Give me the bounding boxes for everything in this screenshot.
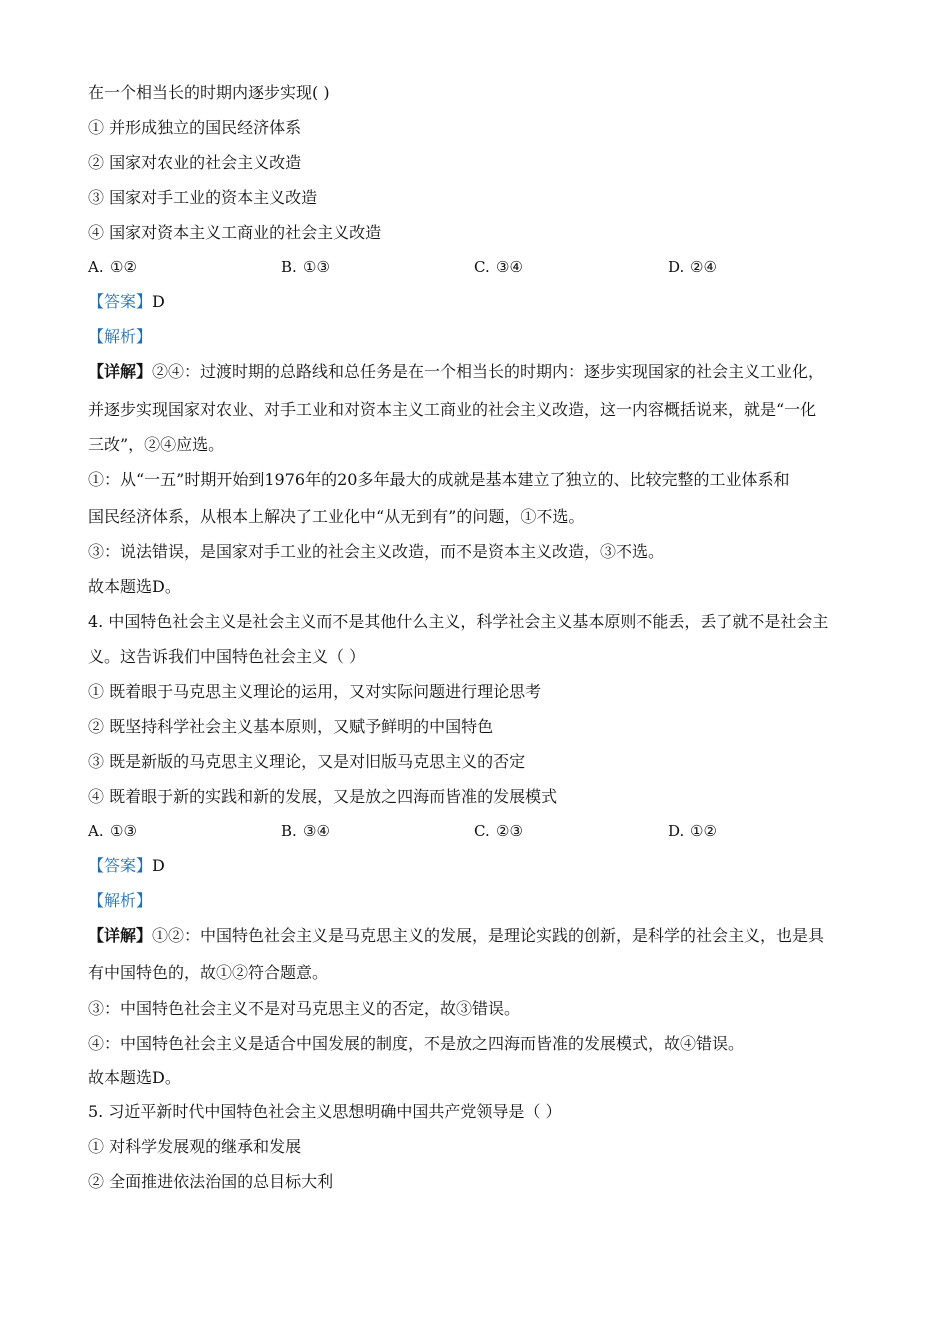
q4-item-3: ③ 既是新版的马克思主义理论，又是对旧版马克思主义的否定 bbox=[88, 752, 526, 771]
q3-item-2: ② 国家对农业的社会主义改造 bbox=[88, 153, 302, 172]
q4-detail-line-4: ④：中国特色社会主义是适合中国发展的制度，不是放之四海而皆准的发展模式，故④错误。 bbox=[88, 1034, 745, 1053]
answer-tag: 【答案】 bbox=[88, 856, 153, 875]
q3-item-1: ① 并形成独立的国民经济体系 bbox=[88, 118, 302, 137]
q4-detail-line-1: 【详解】①②：中国特色社会主义是马克思主义的发展，是理论实践的创新，是科学的社会主义，也是具 bbox=[88, 926, 825, 945]
q3-detail-line-2: 并逐步实现国家对农业、对手工业和对资本主义工商业的社会主义改造，这一内容概括说来，就是“一化 bbox=[88, 400, 817, 419]
q3-detail-line-4: ①：从“一五”时期开始到1976年的20多年最大的成就是基本建立了独立的、比较完整的工业体系和 bbox=[88, 470, 790, 489]
q3-stem-tail: 在一个相当长的时期内逐步实现( ) bbox=[88, 83, 330, 102]
q4-item-4: ④ 既着眼于新的实践和新的发展，又是放之四海而皆准的发展模式 bbox=[88, 787, 558, 806]
q4-option-b: B. ③④ bbox=[281, 822, 330, 840]
q3-detail-line-5: 国民经济体系，从根本上解决了工业化中“从无到有”的问题，①不选。 bbox=[88, 507, 585, 526]
answer-value: D bbox=[152, 856, 165, 875]
q4-answer bbox=[88, 855, 165, 877]
answer-tag: 【答案】 bbox=[88, 292, 153, 311]
detail-tag: 【详解】 bbox=[88, 362, 153, 381]
q3-detail-line-1: 【详解】②④：过渡时期的总路线和总任务是在一个相当长的时期内：逐步实现国家的社会主义工业化， bbox=[88, 362, 825, 381]
q4-option-c: C. ②③ bbox=[474, 822, 523, 840]
q4-item-2: ② 既坚持科学社会主义基本原则，又赋予鲜明的中国特色 bbox=[88, 717, 494, 736]
q4-detail-line-2: 有中国特色的，故①②符合题意。 bbox=[88, 963, 329, 982]
q4-option-d: D. ①② bbox=[668, 822, 717, 840]
answer-value: D bbox=[152, 292, 165, 311]
q5-item-2: ② 全面推进依法治国的总目标大利 bbox=[88, 1172, 334, 1191]
q3-option-c: C. ③④ bbox=[474, 258, 523, 276]
q3-option-b: B. ①③ bbox=[281, 258, 330, 276]
q3-detail-line-6: ③：说法错误，是国家对手工业的社会主义改造，而不是资本主义改造，③不选。 bbox=[88, 542, 665, 561]
q3-option-d: D. ②④ bbox=[668, 258, 717, 276]
q4-detail-line-3: ③：中国特色社会主义不是对马克思主义的否定，故③错误。 bbox=[88, 999, 521, 1018]
q4-analysis-tag: 【解析】 bbox=[88, 891, 153, 910]
q5-item-1: ① 对科学发展观的继承和发展 bbox=[88, 1137, 302, 1156]
q3-option-a: A. ①② bbox=[88, 258, 137, 276]
q4-detail-line-5: 故本题选D。 bbox=[88, 1068, 181, 1087]
q3-analysis-tag: 【解析】 bbox=[88, 327, 153, 346]
q4-item-1: ① 既着眼于马克思主义理论的运用，又对实际问题进行理论思考 bbox=[88, 682, 542, 701]
q5-stem: 5. 习近平新时代中国特色社会主义思想明确中国共产党领导是（ ） bbox=[88, 1102, 562, 1121]
q3-detail-line-3: 三改”，②④应选。 bbox=[88, 435, 225, 454]
q4-stem-line-2: 义。这告诉我们中国特色社会主义（ ） bbox=[88, 647, 366, 666]
q3-detail-line-7: 故本题选D。 bbox=[88, 577, 181, 596]
q4-stem-line-1: 4. 中国特色社会主义是社会主义而不是其他什么主义，科学社会主义基本原则不能丢，丢了就不是社会主 bbox=[88, 612, 829, 631]
q3-item-3: ③ 国家对手工业的资本主义改造 bbox=[88, 188, 318, 207]
q3-item-4: ④ 国家对资本主义工商业的社会主义改造 bbox=[88, 223, 382, 242]
q3-answer bbox=[88, 291, 165, 313]
q4-option-a: A. ①③ bbox=[88, 822, 137, 840]
detail-tag: 【详解】 bbox=[88, 926, 153, 945]
